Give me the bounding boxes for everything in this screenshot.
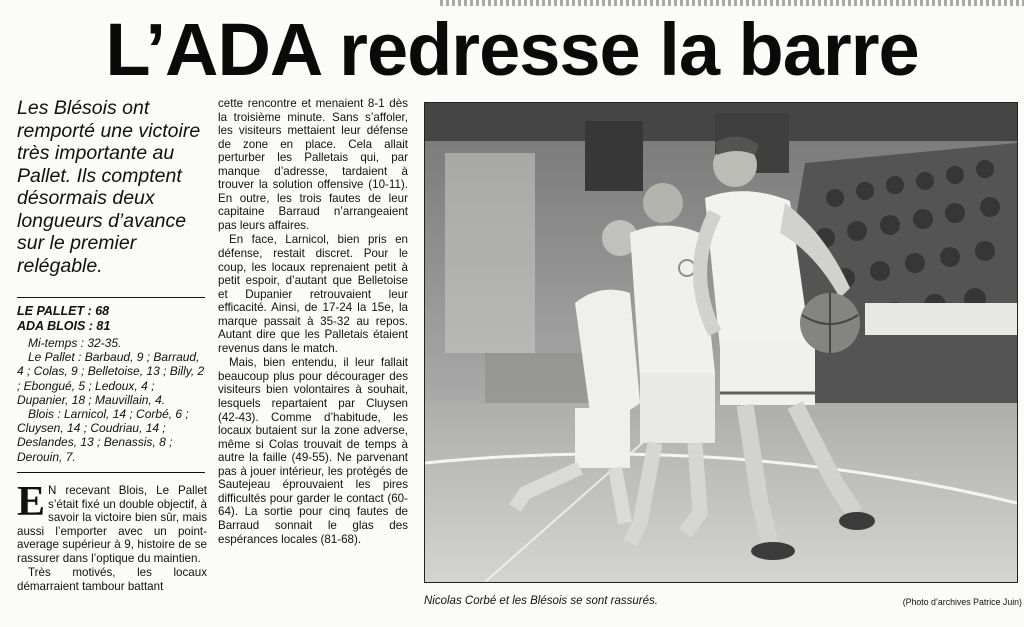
photo-illustration: [425, 103, 1017, 582]
article-paragraph: En face, Larnicol, bien pris en défense, restait discret. Pour le coup, les locaux reprenaient petit à petit espoir, d’autant que Belletoise et Dupanier retrouvaient leur efficacité. Ainsi, de 17-24 la 15e, la marque passait à 35-32 au repos. Autant dire que les Palletais étaient revenus dans le match.: [218, 233, 408, 355]
match-details: [17, 336, 207, 464]
lead-summary: Les Blésois ont remporté une victoire très importante au Pallet. Ils comptent désormais deux longueurs d’avance sur le premier relégable.: [17, 97, 201, 277]
score-home: LE PALLET : 68: [17, 304, 110, 318]
halftime-score: Mi-temps : 32-35.: [28, 336, 122, 350]
article-column-2: [218, 97, 408, 547]
score-away: ADA BLOIS : 81: [17, 319, 111, 333]
photo-caption: Nicolas Corbé et les Blésois se sont rassurés.: [424, 595, 658, 607]
divider-rule: [17, 297, 205, 298]
article-lead-text: N recevant Blois, Le Pallet s’était fixé un double objectif, à savoir la victoire bien sûr, mais aussi l’emporter avec un point-average supérieur à 9, histoire de se rassurer dans l’optique du maintien.: [17, 484, 207, 565]
article-paragraph: Très motivés, les locaux démarraient tambour battant: [17, 566, 207, 593]
article-paragraph: Mais, bien entendu, il leur fallait beaucoup plus pour décourager des visiteurs bien volontaires à souhait, lesquels repartaient par Cluysen (42-43). Comme d’habitude, les locaux butaient sur la zone adverse, même si Colas trouvait de temps à autre la faille (49-55). Ne parvenant pas à jouer intérieur, les protégés de Sautejeau éprouvaient les pires difficultés pour garder le contact (60-64). La sortie pour cinq fautes de Barraud sonnait le glas des espérances locales (81-68).: [218, 356, 408, 546]
photo-credit: (Photo d’archives Patrice Juin): [902, 597, 1022, 607]
article-paragraph: cette rencontre et menaient 8-1 dès la troisième minute. Sans s’affoler, les visiteurs mettaient leur défense de zone en place. Cela allait perturber les Palletais qui, par manque d’adresse, tardaient à trouver la solution offensive (10-11). En outre, les trois fautes de leur capitaine Barraud n’arrangeaient pas leurs affaires.: [218, 97, 408, 232]
headline: L’ADA redresse la barre: [105, 8, 919, 91]
drop-cap: E: [17, 479, 46, 525]
article-lead-paragraph: [17, 479, 207, 565]
basketball-photo: [424, 102, 1018, 583]
grain-overlay: [425, 103, 1017, 582]
article-column-1: [17, 479, 207, 594]
divider-rule: [17, 472, 205, 473]
away-scorers: Blois : Larnicol, 14 ; Corbé, 6 ; Cluysen, 14 ; Coudriau, 14 ; Deslandes, 13 ; Benassis, 8 ; Derouin, 7.: [17, 407, 189, 464]
home-scorers: Le Pallet : Barbaud, 9 ; Barraud, 4 ; Colas, 9 ; Belletoise, 13 ; Billy, 2 ; Ebongué, 5 ; Ledoux, 4 ; Dupanier, 18 ; Mauvillain, 4.: [17, 350, 205, 407]
